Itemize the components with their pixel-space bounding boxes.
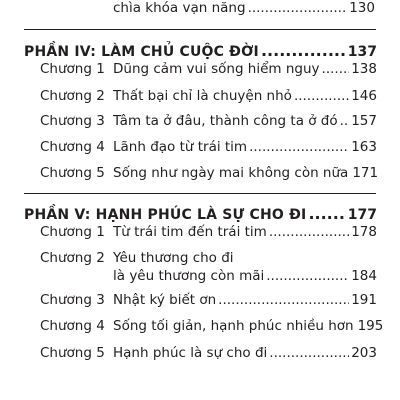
toc-page-number: 191: [351, 292, 377, 308]
dot-leader: [269, 345, 349, 361]
part-title: PHẦN IV: LÀM CHỦ CUỘC ĐỜI: [24, 44, 259, 60]
dot-leader: [248, 0, 348, 16]
chapter-label: Chương 1: [40, 224, 105, 240]
part-title: PHẦN V: HẠNH PHÚC LÀ SỰ CHO ĐI: [24, 207, 307, 223]
chapter-title: Dũng cảm vui sống hiểm nguy: [113, 61, 320, 77]
chapter-title: là yêu thương còn mãi: [113, 268, 265, 284]
toc-page-number: 163: [351, 139, 377, 155]
chapter-title: Nhật ký biết ơn: [113, 292, 217, 308]
chapter-label: Chương 1: [40, 61, 105, 77]
chapter-label: Chương 5: [40, 345, 105, 361]
chapter-label: Chương 2: [40, 88, 105, 104]
toc-entry-continuation: [113, 0, 375, 16]
toc-page-number: 157: [351, 113, 377, 129]
part-heading: [24, 41, 377, 60]
chapter-title: Lãnh đạo từ trái tim: [113, 139, 248, 155]
toc-page-number: 195: [357, 318, 384, 334]
dot-leader: [249, 139, 349, 155]
toc-page-number: 203: [351, 345, 377, 361]
chapter-title: Từ trái tim đến trái tim: [113, 224, 267, 240]
section-divider: [24, 193, 376, 194]
part-page-number: 137: [347, 44, 377, 60]
chapter-label: Chương 2: [40, 250, 105, 266]
section-divider: [24, 29, 376, 30]
toc-page-number: 130: [349, 0, 375, 16]
dot-leader: [322, 61, 350, 77]
chapter-label: Chương 3: [40, 113, 105, 129]
dot-leader: [340, 113, 350, 129]
dot-leader: [266, 268, 349, 284]
chapter-title: Thất bại chỉ là chuyện nhỏ: [113, 88, 292, 104]
toc-entry-title: chìa khóa vạn năng: [113, 0, 246, 16]
chapter-label: Chương 4: [40, 318, 105, 334]
dot-leader: [269, 224, 349, 240]
chapter-title: Sống tối giản, hạnh phúc nhiều hơn: [113, 318, 354, 334]
dot-leader: [261, 41, 346, 60]
toc-page-number: 138: [351, 61, 377, 77]
part-page-number: 177: [347, 207, 377, 223]
chapter-label: Chương 3: [40, 292, 105, 308]
chapter-title: Hạnh phúc là sự cho đi: [113, 345, 268, 361]
dot-leader: [308, 204, 345, 223]
chapter-label: Chương 5: [40, 165, 105, 181]
part-heading: [24, 204, 377, 223]
toc-page-number: 178: [351, 224, 377, 240]
toc-page-number: 184: [351, 268, 377, 284]
chapter-title: Tâm ta ở đâu, thành công ta ở đó: [113, 113, 338, 129]
toc-page-number: 171: [352, 165, 379, 181]
chapter-title-line1: Yêu thương cho đi: [113, 250, 234, 266]
chapter-title: Sống như ngày mai không còn nữa: [113, 165, 349, 181]
dot-leader: [294, 88, 349, 104]
dot-leader: [218, 292, 349, 308]
chapter-label: Chương 4: [40, 139, 105, 155]
toc-page-number: 146: [351, 88, 377, 104]
